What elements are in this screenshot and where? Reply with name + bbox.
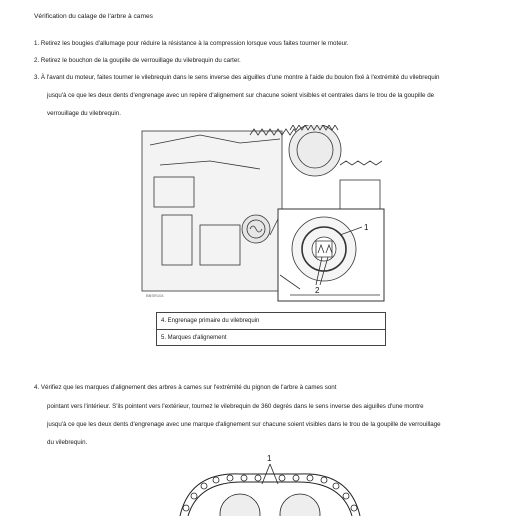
step-3-line-3: verrouillage du vilebrequin. <box>47 110 121 117</box>
callout-1: 1 <box>364 223 369 232</box>
figure-legend <box>156 312 386 346</box>
step-number: 2. <box>34 57 40 64</box>
figure-code: BBSR104 <box>146 293 164 298</box>
section-title: Vérification du calage de l'arbre à cames <box>34 13 153 20</box>
step-3-line-1 <box>34 74 439 81</box>
callout-1: 1 <box>267 454 272 463</box>
step-text: Retirez le bouchon de la goupille de verrouillage du vilebrequin du carter. <box>40 57 241 64</box>
step-number: 1. <box>34 40 40 47</box>
step-number: 3. <box>34 74 40 81</box>
step-1 <box>34 40 349 47</box>
step-number: 4. <box>34 384 40 391</box>
callout-2: 2 <box>315 286 320 295</box>
step-text: À l'avant du moteur, faites tourner le vilebrequin dans le sens inverse des aiguilles d'une montre à l'aide du boulon fixé à l'extrémité du vilebrequin <box>40 74 440 81</box>
engine-crankshaft-illustration <box>140 125 386 305</box>
legend-row: 4. Engrenage primaire du vilebrequin <box>161 318 260 324</box>
step-text: Retirez les bougies d'allumage pour réduire la résistance à la compression lorsque vous faites tourner le moteur. <box>40 40 349 47</box>
legend-row: 5. Marques d'alignement <box>157 329 385 345</box>
step-4-line-3: jusqu'à ce que les deux dents d'engrenage avec une marque d'alignement sur chacune soient visibles dans le trou de la goupille de verrouillage <box>47 421 441 428</box>
step-4-line-4: du vilebrequin. <box>47 439 88 446</box>
camshaft-sprocket-illustration <box>160 452 380 516</box>
step-3-line-2: jusqu'à ce que les deux dents d'engrenage avec un repère d'alignement sur chacune soient visibles et centrales dans le trou de la goupille de <box>47 92 435 99</box>
step-4-line-2: pointant vers l'intérieur. S'ils pointent vers l'extérieur, tournez le vilebrequin de 360 degrés dans le sens inverse des aiguilles d'une montre <box>47 403 424 410</box>
step-text: Vérifiez que les marques d'alignement des arbres à cames sur l'extrémité du pignon de l'arbre à cames sont <box>40 384 337 391</box>
step-2 <box>34 57 241 64</box>
step-4-line-1 <box>34 384 336 391</box>
